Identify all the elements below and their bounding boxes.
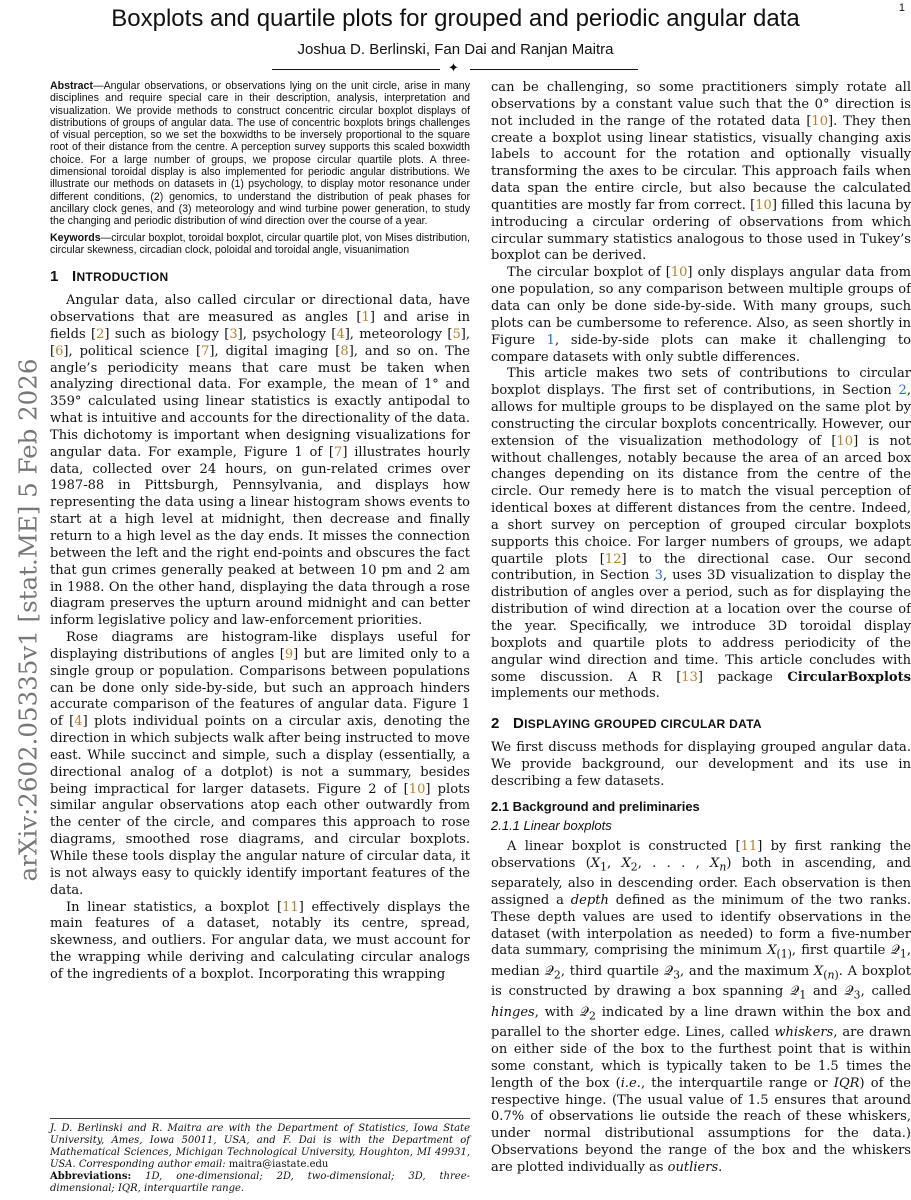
citation-link[interactable]: 9 (284, 646, 294, 662)
intro-paragraph-2: Rose diagrams are histogram-like displays useful for displaying distributions of angles [9] but are limited only to a single group or population. Comparisons between populations can be done only side-by-side, but such an approach hinders accurate comparison of the features of angular data. Figure 1 of [4] plots individual points on a circular axis, denoting the direction in which subjects walk after being instructed to move east. While succinct and simple, such a display (essentially, a directional analog of a dotplot) is not a summary, besides being impractical for larger datasets. Figure 2 of [10] plots similar angular observations atop each other outwardly from the center of the circle, and compares this approach to rose diagrams, smoothed rose diagrams, and circular boxplots. While these tools display the angular nature of circular data, it is not always easy to quickly identify important features of the data. (50, 630, 471, 898)
subsection-heading: 2.1 Background and preliminaries (491, 798, 700, 814)
citation-link[interactable]: 12 (604, 551, 622, 567)
keywords-label: Keywords (50, 231, 101, 244)
intro-paragraph-4: can be challenging, so some practitioners simply rotate all observations by a constant value such that the 0° direction is not included in the range of the rotated data [10]. They then create a boxplot using linear statistics, visually changing axis labels to account for the rotation and optionally visually transforming the axes to be circular. This approach fails when data span the entire circle, but also because the calculated quantities are mostly far from correct. [10] filled this lacuna by introducing a circular ordering of observations from which circular summary statistics analogous to those used in Tukey’s boxplot can be derived. (491, 80, 911, 264)
ornament-line-left (272, 69, 440, 70)
footnote-affiliations: J. D. Berlinski and R. Maitra are with the Department of Statistics, Iowa State University, Ames, Iowa 50011, USA, and F. Dai is with the Department of Mathematical Sciences, Michigan Technological University, Houghton, MI 49931, USA. Corresponding author email: maitra@iastate.edu (50, 1123, 470, 1170)
citation-link[interactable]: 10 (670, 265, 688, 281)
intro-paragraph-6: This article makes two sets of contributions to circular boxplot displays. The first set of contributions, in Section 2, allows for multiple groups to be displayed on the same plot by constructing the circular boxplots concentrically. However, our extension of the visualization methodology of [10] is not without challenges, notably because the area of an arced box changes depending on its distance from the centre of the circle. Our remedy here is to match the visual perception of identical boxes at different distances from the centre. Indeed, a short survey on perception of grouped circular boxplots supports this choice. For larger numbers of groups, we adapt quartile plots [12] to the directional case. Our second contribution, in Section 3, uses 3D visualization to display the distribution of angles over a period, such as for displaying the distribution of wind direction at a location over the course of the year. Specifically, we introduce 3D toroidal display boxplots and quartile plots to address periodicity of the angular wind direction and time. This article concludes with some discussion. A R [13] package CircularBoxplots implements our methods. (491, 366, 911, 702)
citation-link[interactable]: 11 (740, 838, 758, 854)
page-number: 1 (898, 2, 905, 14)
ornament-line-right (470, 69, 638, 70)
section-link[interactable]: 2 (898, 383, 907, 399)
section2-intro: We first discuss methods for displaying grouped angular data. We provide background, our development and its use in describing a few datasets. (491, 740, 911, 789)
ornament-diamond-icon: ✦ (448, 61, 459, 76)
intro-paragraph-1: Angular data, also called circular or directional data, have observations that are measured as angles [1] and arise in fields [2] such as biology [3], psychology [4], meteorology [5], [6], political science [7], digital imaging [8], and so on. The angle’s periodicity means that care must be taken when analyzing directional data. For example, the mean of 1° and 359° calculated using linear statistics is exactly antipodal to what is intuitive and accounts for the directionality of the data. This dichotomy is important when designing visualizations for angular data. For example, Figure 1 of [7] illustrates hourly data, collected over 24 hours, on gun-related crimes over 1987-88 in Pittsburgh, Pennsylvania, and displays how representing the data using a linear histogram shows events to start at a high level at midnight, then decrease and finally return to a high level as the day ends. It misses the connection between the left and the right end-points and obscures the fact that gun crimes generally peaked at between 10 pm and 2 am in 1988. On the other hand, displaying the data through a rose diagram preserves the upturn around midnight and can better inform legislative policy and law-enforcement priorities. (50, 293, 470, 629)
intro-paragraph-5: The circular boxplot of [10] only displays angular data from one population, so any comparison between multiple groups of data can only be done side-by-side. With many groups, such plots can be cumbersome to reference. Also, as seen shortly in Figure 1, side-by-side plots can make it challenging to compare datasets with only subtle differences. (491, 265, 911, 365)
citation-link[interactable]: 5 (452, 326, 461, 342)
citation-link[interactable]: 3 (229, 326, 238, 342)
author-email[interactable]: maitra@iastate.edu (228, 1159, 329, 1170)
paper-title: Boxplots and quartile plots for grouped and periodic angular data (111, 5, 800, 32)
citation-link[interactable]: 7 (201, 343, 210, 359)
abstract (50, 80, 470, 228)
citation-link[interactable]: 11 (282, 899, 299, 915)
figure-link[interactable]: 1 (546, 332, 555, 348)
keywords (50, 232, 470, 257)
left-column (50, 80, 470, 984)
citation-link[interactable]: 10 (836, 433, 854, 449)
section-heading-displaying-grouped: 2 DISPLAYING GROUPED CIRCULAR DATA (491, 715, 762, 733)
citation-link[interactable]: 2 (96, 326, 105, 342)
keywords-text: —circular boxplot, toroidal boxplot, circular quartile plot, von Mises distribution, circular skewness, circadian clock, poloidal and toroidal angle, visuanimation (50, 231, 470, 256)
citation-link[interactable]: 13 (681, 669, 698, 685)
citation-link[interactable]: 6 (55, 343, 64, 359)
title-ornament (272, 63, 638, 77)
section-heading-introduction: 1 INTRODUCTION (50, 268, 169, 286)
citation-link[interactable]: 10 (811, 113, 829, 129)
abstract-label: Abstract (50, 80, 93, 92)
citation-link[interactable]: 4 (74, 714, 83, 730)
footnote (50, 1118, 470, 1195)
citation-link[interactable]: 10 (755, 197, 772, 213)
citation-link[interactable]: 4 (336, 326, 345, 342)
citation-link[interactable]: 10 (408, 781, 426, 797)
citation-link[interactable]: 8 (340, 343, 349, 359)
arxiv-identifier[interactable]: arXiv:2602.05335v1 [stat.ME] 5 Feb 2026 (13, 358, 43, 882)
section-link[interactable]: 3 (654, 568, 663, 584)
intro-paragraph-3: In linear statistics, a boxplot [11] effectively displays the main features of a dataset, notably its centre, spread, skewness, and outliers. For angular data, we must account for the wrapping while deriving and calculating circular analogs of the ingredients of a boxplot. Incorporating this wrapping (50, 899, 470, 982)
footnote-abbreviations: Abbreviations: 1D, one-dimensional; 2D, two-dimensional; 3D, three-dimensional; IQR, interquartile range. (50, 1171, 470, 1194)
linear-boxplot-paragraph: A linear boxplot is constructed [11] by first ranking the observations ($X_1$, $X_2$, . . . , $X_n$) both in ascending, and separately, also in descending order. Each observation is then assigned a depth defined as the minimum of the two ranks. These depth values are used to identify observations in the dataset (with interpolation as needed) to form a five-number data summary, comprising the minimum $X_{(1)}$, first quartile 𝒬$_1$, median 𝒬$_2$, third quartile 𝒬$_3$, and the maximum $X_{(n)}$. A boxplot is constructed by drawing a box spanning 𝒬$_1$ and 𝒬$_3$, called hinges, with 𝒬$_2$ indicated by a line drawn within the box and parallel to the shorter edge. Lines, called whiskers, are drawn on either side of the box to the furthest point that is within some constant, which is typically taken to be 1.5 times the length of the box (i.e., the interquartile range or IQR) of the respective hinge. (The usual value of 1.5 ensures that around 0.7% of observations lie outside the reach of these whiskers, under normal distributional assumptions for the data.) Observations beyond the range of the box and the whiskers are plotted individually as outliers. (491, 838, 911, 1175)
right-column (491, 80, 911, 1177)
citation-link[interactable]: 1 (361, 310, 370, 325)
subsubsection-heading: 2.1.1 Linear boxplots (491, 817, 612, 833)
author-list: Joshua D. Berlinski, Fan Dai and Ranjan Maitra (297, 41, 614, 58)
citation-link[interactable]: 7 (334, 444, 343, 460)
abstract-text: —Angular observations, or observations lying on the unit circle, arise in many disciplines and require special care in their description, analysis, interpretation and visualization. We provide methods to construct concentric circular boxplot displays of distributions of groups of angular data. The use of concentric boxplots brings challenges of visual perception, so we set the boxwidths to be inversely proportional to the square root of their distance from the centre. A perception survey supports this scaled boxwidth choice. For a large number of groups, we propose circular quartile plots. A three-dimensional toroidal display is also implemented for periodic angular distributions. We illustrate our methods on datasets in (1) psychology, to display motor resonance under different conditions, (2) genomics, to understand the distribution of peak phases for ancillary clock genes, and (3) meteorology and wind turbine power generation, to study the changing and periodic distribution of wind direction over the course of a year. (50, 80, 470, 228)
